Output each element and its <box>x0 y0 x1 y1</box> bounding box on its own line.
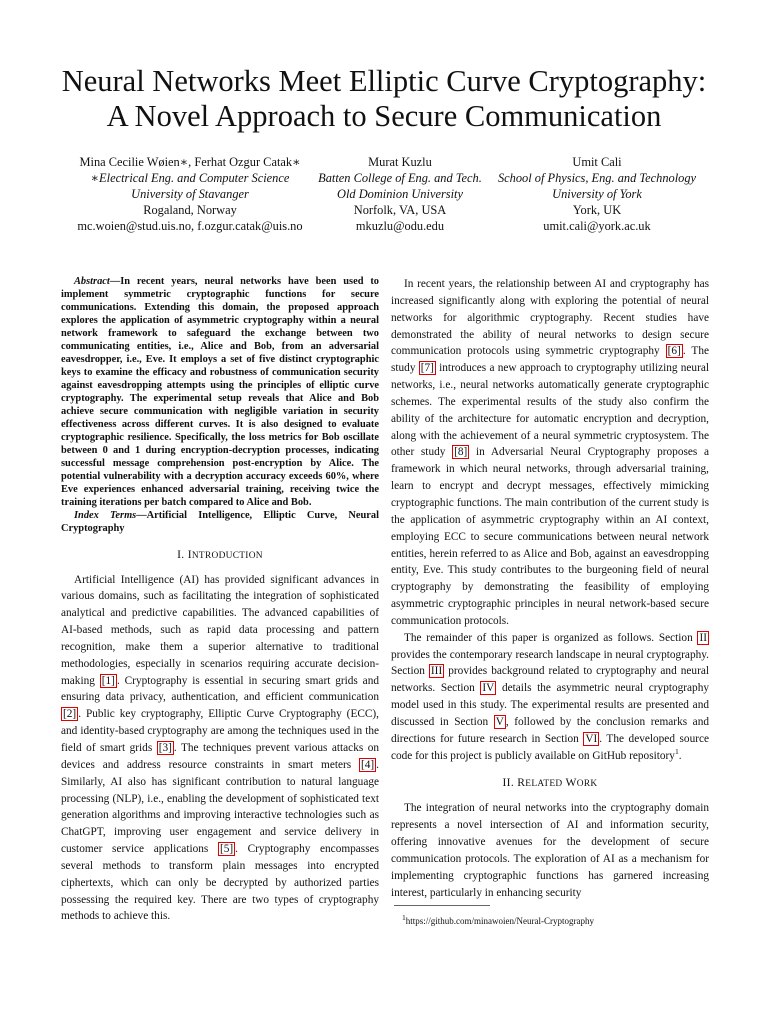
right-column <box>391 276 709 901</box>
index-terms <box>61 510 379 536</box>
citation-link-2[interactable]: [2] <box>63 708 77 721</box>
section-heading-related-work: II. RELATED WORK <box>502 776 598 790</box>
citation-link-3[interactable]: [3] <box>158 741 172 754</box>
index-terms-label: Index Terms <box>74 509 137 521</box>
author-email: mkuzlu@odu.edu <box>355 219 445 233</box>
citation-link-4[interactable]: [4] <box>360 758 375 771</box>
author-department: ∗Electrical Eng. and Computer Science <box>90 171 290 185</box>
section-heading-introduction: I. INTRODUCTION <box>177 547 263 561</box>
author-block-1 <box>70 154 310 234</box>
footnote-number: 1 <box>402 913 406 922</box>
footnote <box>402 915 594 927</box>
abstract-text: —In recent years, neural networks have been used to implement symmetric cryptographic functions for secure communications. Extending this domain, the proposed approach explores the application of asymmetric cryptography within a neural network framework to safeguard the exchange between two communicating entities, i.e., Alice and Bob, from an adversarial eavesdropper, i.e., Eve. It employs a set of five distinct cryptographic keys to examine the efficacy and robustness of communication security against eavesdropping attempts using the principles of elliptic curve cryptography. The experimental setup reveals that Alice and Bob achieve secure communication with negligible variation in security effectiveness across different curves. It is also designed to evaluate cryptographic resilience. Specifically, the loss metrics for Bob oscillate between 0 and 1 during encryption-decryption processes, indicating successful message comprehension post-encryption by Alice. The potential vulnerability with a decryption accuracy exceeds 60%, where Eve experiences enhanced adversarial training, receiving twice the training iterations per batch compared to Alice and Bob. <box>61 276 379 508</box>
index-terms-text: —Artificial Intelligence, Elliptic Curve, Neural Cryptography <box>61 509 379 534</box>
title-line-1: Neural Networks Meet Elliptic Curve Cryptography: <box>61 64 707 98</box>
title-line-2: A Novel Approach to Secure Communication <box>106 99 662 133</box>
section-link-v[interactable]: V <box>495 715 504 728</box>
author-organization: Old Dominion University <box>337 187 463 201</box>
section-link-vi[interactable]: VI <box>585 732 598 745</box>
paper-title <box>20 64 748 134</box>
related-work-paragraph-1: The integration of neural networks into the cryptography domain represents a novel intersection of AI and information security, offering innovative avenues for the development of secure communication protocols. The exploration of AI as a mechanism for implementing cryptographic functions has garnered increasing interest, particularly in enhancing security <box>391 802 709 899</box>
abstract <box>61 276 379 510</box>
section-link-iv[interactable]: IV <box>482 682 495 695</box>
citation-link-1[interactable]: [1] <box>101 674 115 687</box>
author-location: York, UK <box>572 203 622 217</box>
author-email: umit.cali@york.ac.uk <box>543 219 651 233</box>
author-names: Umit Cali <box>572 155 622 169</box>
footnote-rule <box>394 905 490 906</box>
section-link-ii[interactable]: II <box>699 631 707 644</box>
author-organization: University of Stavanger <box>131 187 249 201</box>
author-names: Mina Cecilie Wøien∗, Ferhat Ozgur Catak∗ <box>79 155 301 169</box>
citation-link-5[interactable]: [5] <box>219 843 234 856</box>
section-link-iii[interactable]: III <box>430 665 443 678</box>
author-email: mc.woien@stud.uis.no, f.ozgur.catak@uis.no <box>77 219 303 233</box>
author-block-3 <box>492 154 702 234</box>
citation-link-8[interactable]: [8] <box>454 446 468 459</box>
abstract-label: Abstract <box>74 276 110 287</box>
author-department: Batten College of Eng. and Tech. <box>318 171 482 185</box>
author-block-2 <box>312 154 488 234</box>
author-organization: University of York <box>552 187 642 201</box>
left-column <box>61 276 379 925</box>
author-department: School of Physics, Eng. and Technology <box>497 171 697 185</box>
author-location: Norfolk, VA, USA <box>353 203 447 217</box>
author-location: Rogaland, Norway <box>143 203 237 217</box>
footnote-marker[interactable]: 1 <box>674 746 679 756</box>
author-names: Murat Kuzlu <box>368 155 432 169</box>
intro-paragraph-2: In recent years, the relationship between AI and cryptography has increased significantly along with exploring the potential of neural networks for algorithmic cryptography. Recent studies have demonstrated the ability of neural networks to design secure communication protocols using symmetric cryptography [6] . The study [7] introduces a new approach to cryptography utilizing neural networks, i.e., neural networks automatically generate cryptographic schemes. The experimental results of the study also confirm the ability of the architecture for automatic encryption and decryption, along with the achievement of a neural symmetric cryptosystem. The other study [8] in Adversarial Neural Cryptography proposes a framework in which neural networks, through adversarial training, learn to encrypt and decrypt messages, effectively mimicking cryptographic functions. The main contribution of the current study is the application of asymmetric cryptography within an AI context, employing ECC to secure communications between neural network entities, herein referred to as Alice and Bob, against an eavesdropping entity, Eve. This study contributes to the burgeoning field of neural cryptography by demonstrating the feasibility of employing asymmetric cryptographic principles in neural network-based secure communication protocols. <box>391 278 709 627</box>
intro-paragraph-1: Artificial Intelligence (AI) has provided significant advances in various domains, such as facilitating the integration of sophisticated analytical and predictive capabilities. The advanced capabilities of AI-based methods, such as rapid data processing and pattern recognition, make them a superior alternative to traditional methodologies, especially in scenarios requiring accurate decision-making [1] . Cryptography is essential in securing smart grids and ensuring data privacy, authentication, and efficient communication [2] . Public key cryptography, Elliptic Curve Cryptography (ECC), and identity-based cryptography are among the techniques used in the field of smart grids [3] . The techniques prevent various attacks on devices and address resource constraints in smart meters [4] . Similarly, AI also has significant contribution to natural language processing (NLP), i.e., enabling the development of sophisticated text generation algorithms and improving interactive technologies such as ChatGPT, improving user engagement and service delivery in customer service applications [5] . Cryptography encompasses several methods to transform plain messages into encrypted ciphertexts, which can only be decrypted by authorized parties possessing the required key. There are two types of cryptography methods to achieve this. <box>61 573 380 923</box>
citation-link-6[interactable]: [6] <box>667 345 681 358</box>
citation-link-7[interactable]: [7] <box>420 362 434 375</box>
intro-paragraph-3: The remainder of this paper is organized as follows. Section II provides the contemporary research landscape in neural cryptography. Section III provides background related to cryptography and neural networks. Section IV details the asymmetric neural cryptography model used in this study. The experimental results are presented and discussed in Section V , followed by the conclusion remarks and directions for future research in Section VI . The developed source code for this project is publicly available on GitHub repository$^1$. <box>391 631 710 762</box>
github-repository-link[interactable]: https://github.com/minawoien/Neural-Cryptography <box>405 916 595 926</box>
